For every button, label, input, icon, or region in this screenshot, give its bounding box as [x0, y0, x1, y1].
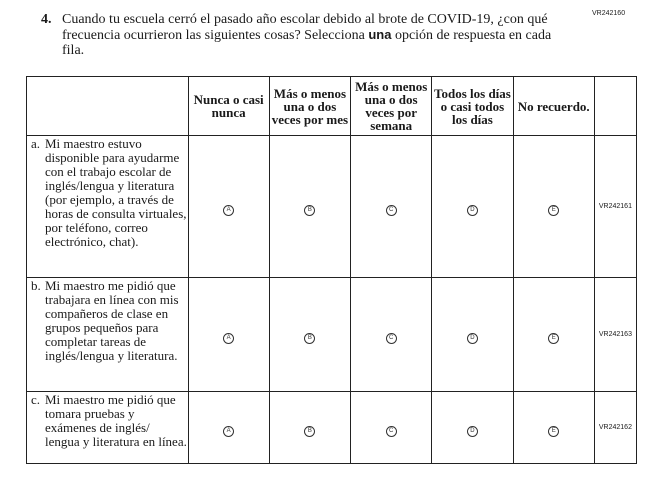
radio-bubble[interactable]: A [223, 426, 234, 437]
column-header: Nunca o casi nunca [188, 77, 269, 136]
column-header: Todos los días o casi todos los días [432, 77, 513, 136]
header-code-cell [594, 77, 636, 136]
table-row [27, 392, 637, 464]
option-cell [351, 392, 432, 464]
form-code: VR242160 [592, 10, 626, 17]
option-cell [513, 278, 594, 392]
radio-bubble[interactable]: C [386, 333, 397, 344]
option-cell [188, 136, 269, 278]
question-text-part: opción de respuesta en cada fila. [62, 28, 552, 58]
radio-bubble[interactable]: B [304, 333, 315, 344]
item-text: Mi maestro me pidió que tomara pruebas y exámenes de inglés/ lengua y literatura en línea. [45, 392, 187, 449]
radio-bubble[interactable]: B [304, 426, 315, 437]
radio-bubble[interactable]: B [304, 205, 315, 216]
question-text [62, 12, 562, 58]
radio-bubble[interactable]: A [223, 333, 234, 344]
option-cell [269, 278, 350, 392]
radio-bubble[interactable]: E [548, 333, 559, 344]
option-cell [351, 278, 432, 392]
header-row [27, 77, 637, 136]
column-header: Más o menos una o dos veces por mes [269, 77, 350, 136]
table-row [27, 136, 637, 278]
item-cell [27, 136, 189, 278]
option-cell [432, 136, 513, 278]
option-cell [513, 136, 594, 278]
radio-bubble[interactable]: E [548, 426, 559, 437]
option-cell [188, 392, 269, 464]
radio-bubble[interactable]: D [467, 333, 478, 344]
radio-bubble[interactable]: C [386, 205, 397, 216]
column-header: Más o menos una o dos veces por semana [351, 77, 432, 136]
radio-bubble[interactable]: A [223, 205, 234, 216]
option-cell [269, 392, 350, 464]
option-cell [432, 392, 513, 464]
item-cell [27, 392, 189, 464]
question-text-emphasis: una [368, 27, 392, 42]
item-letter: b. [31, 278, 41, 293]
item-letter: a. [31, 136, 41, 151]
table-row [27, 278, 637, 392]
item-text: Mi maestro estuvo disponible para ayudarme con el trabajo escolar de inglés/lengua y literatura (por ejemplo, a través de horas de consulta virtuales, por teléfono, correo electrónico, chat). [45, 136, 187, 249]
option-cell [269, 136, 350, 278]
option-cell [351, 136, 432, 278]
radio-bubble[interactable]: D [467, 205, 478, 216]
radio-bubble[interactable]: D [467, 426, 478, 437]
radio-bubble[interactable]: C [386, 426, 397, 437]
radio-bubble[interactable]: E [548, 205, 559, 216]
option-cell [432, 278, 513, 392]
question-number: 4. [41, 12, 52, 27]
option-cell [188, 278, 269, 392]
item-letter: c. [31, 392, 41, 407]
item-code: VR242162 [594, 392, 636, 464]
item-code: VR242163 [594, 278, 636, 392]
item-cell [27, 278, 189, 392]
column-header: No recuerdo. [513, 77, 594, 136]
item-text: Mi maestro me pidió que trabajara en línea con mis compañeros de clase en grupos pequeños para completar tareas de inglés/lengua y literatura. [45, 278, 179, 363]
question-text-part: Cuando tu escuela cerró el pasado año escolar debido al brote de COVID-19, ¿con qué frecuencia ocurrieron las siguientes cosas? Selecciona [62, 12, 548, 43]
response-table [26, 76, 637, 464]
item-code: VR242161 [594, 136, 636, 278]
option-cell [513, 392, 594, 464]
header-empty-cell [27, 77, 189, 136]
